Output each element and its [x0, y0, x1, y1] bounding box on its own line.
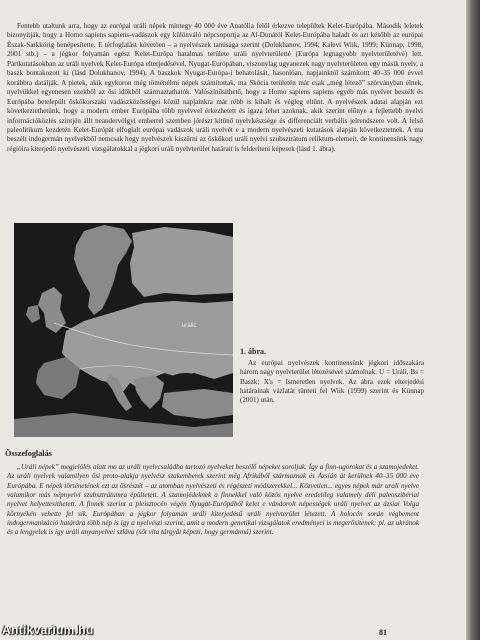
summary-heading: Összefoglalás	[5, 449, 52, 458]
body-paragraph: Fentebb utaltunk arra, hogy az európai uráli népek mintegy 40 000 éve Anatólia felől érkezve települtek Kelet-Európába. Második leletek bizonyítják, hogy a Homo sapiens sapiens-vadászok egy különváló népcsoportja az Al-Dunától Kelet-Európába haladt és azt később az európai Észak-Sarkkörig benépesítette. E térfoglalást követően – a nyelvészek tanúsága szerint (Dolukhanov, 1994; Kalevi Wiik, 1999; Künnap, 1998, 2001 stb.) – a jégkor folyamán egész Kelet-Európa hatalmas területe uráli nyelvterületté (Európa legnagyobb nyelvterületévé) lett. Pártkutatásokban az uráli nyelvek Kelet-Európa elterjedésével, Nyugat-Európában, viszonylag ugyanezek nagy nyelvterületen egy másik nyelv, a baszk bontakozott ki (lásd Dolukhanov, 1994). A baszkok Nyugat-Európa-i behatolását, hasonlóan, napjainktól számítottt 40–35 000 évvel korábbra datálják. A pietek, akik egykoron még töménélmi népek számítottak, ma Skócia területén már csak „még létező” szórványban élnek, nyelvükkel egyenesen ezekből az ősi időkből származtathatók. Valószínűsíthető, hogy a Homo sapiens sapiens egyéb más nyelvet beszélt és Európába betelepült őskőkorszaki vadászközösségei közül napjainkra már rébb is kihalt és végleg eltűnt. A nyelvészek adatai alapján ezt következtethetünk, hogy a modern ember Európába több nyelvvel érkezhetett és igaza lehet azoknak, akik szerint előnye a fejlettebb nyelvi információközlés szintjén állt neandervölgyi emberrel szemben jórészt kitűnő nyelvkészsége és differenciált verbális jelrendszere volt. A felső paleolitikum kezdetén Kelet-Európát elfoglalt európai vadászok uráli nyelvét e a modern nyelvészeti kutatások alapján következtetnek. A ma beszélt indogermán nyelvekből nemcsak hogy nyelvészek kiszűrni az őskőkori uráli nyelvi szubsztrátum reliktum-elemeit, de kontinensünk nagy régióira kiterjedő nyelvészeti vizsgálatokkal a jégkori uráli nyelvterület határait is felderíteni képesek (lásd 1. ábra).	[7, 22, 423, 153]
figure-caption	[240, 347, 424, 405]
page-number: 81	[379, 628, 387, 637]
europe-map-figure	[14, 223, 233, 437]
summary-text	[7, 463, 419, 538]
map-label: uralic	[182, 323, 197, 329]
watermark-logo: Antikvarium.hu	[2, 623, 94, 637]
europe-map-image	[14, 223, 233, 437]
summary-paragraph: „Uráli népek” megjelölés alatt mo az uráli nyelvcsaládba tartozó nyelveket beszélő népeket soroljuk. Így a finn-ugorokat és a szamojedeket. Az uráli nyelvek valamilyen ősi proto-alakja nyelvész szakemberek szerint még Afrikából származnak és Ázsián át kerülnek 40–35 000 éve Európába. E népek történetének ezt az ősrészét – az atomban nyelvészeti és régészeti módszerekkel... Közvetlen... egyes népek már urali nyelve valamikor más népnyelvi szubsztrátumra épültetett. A szamojédeknek a finnekkel való közös nyelve eredetileg valamely déli paleoszibériai nyelvet helyettesíthetett. A finnek szerint a pleisztocén végén Nyugat-Európából kelet e vándorolt népességek uráli nyelvet az ázsiai Volga környékén vehette fel sík. Európában a jégkor folyamán uráli kiterjedésű uráli nyelvterület létezett. A holocén során végbement indogermanizáció határára több nép is így a nyelvészi szerint, amit a modern genetikai vizsgálatok eredményei is megerősítenek: pl. az ukránok és a lengyelek is így uráli anyanyelvei szláva (sőt vita tárgyát képezi, hogy germánná) szerint.	[7, 463, 419, 537]
caption-text: Az európai nyelvészek kontinensünk jégkori időszakára három nagy nyelvterület létezésével számolnak. U = Uráli, Bs = Baszk; X's = Ismeretlen nyelvek. Az ábra ezek elterjedési határainak vázlatát tünteti fel Wiik (1999) szerint és Künnap (2001) után.	[240, 359, 424, 405]
body-text	[7, 22, 423, 154]
page-edge-shadow	[466, 0, 480, 640]
caption-body	[240, 359, 424, 405]
caption-title: 1. ábra.	[240, 347, 266, 356]
